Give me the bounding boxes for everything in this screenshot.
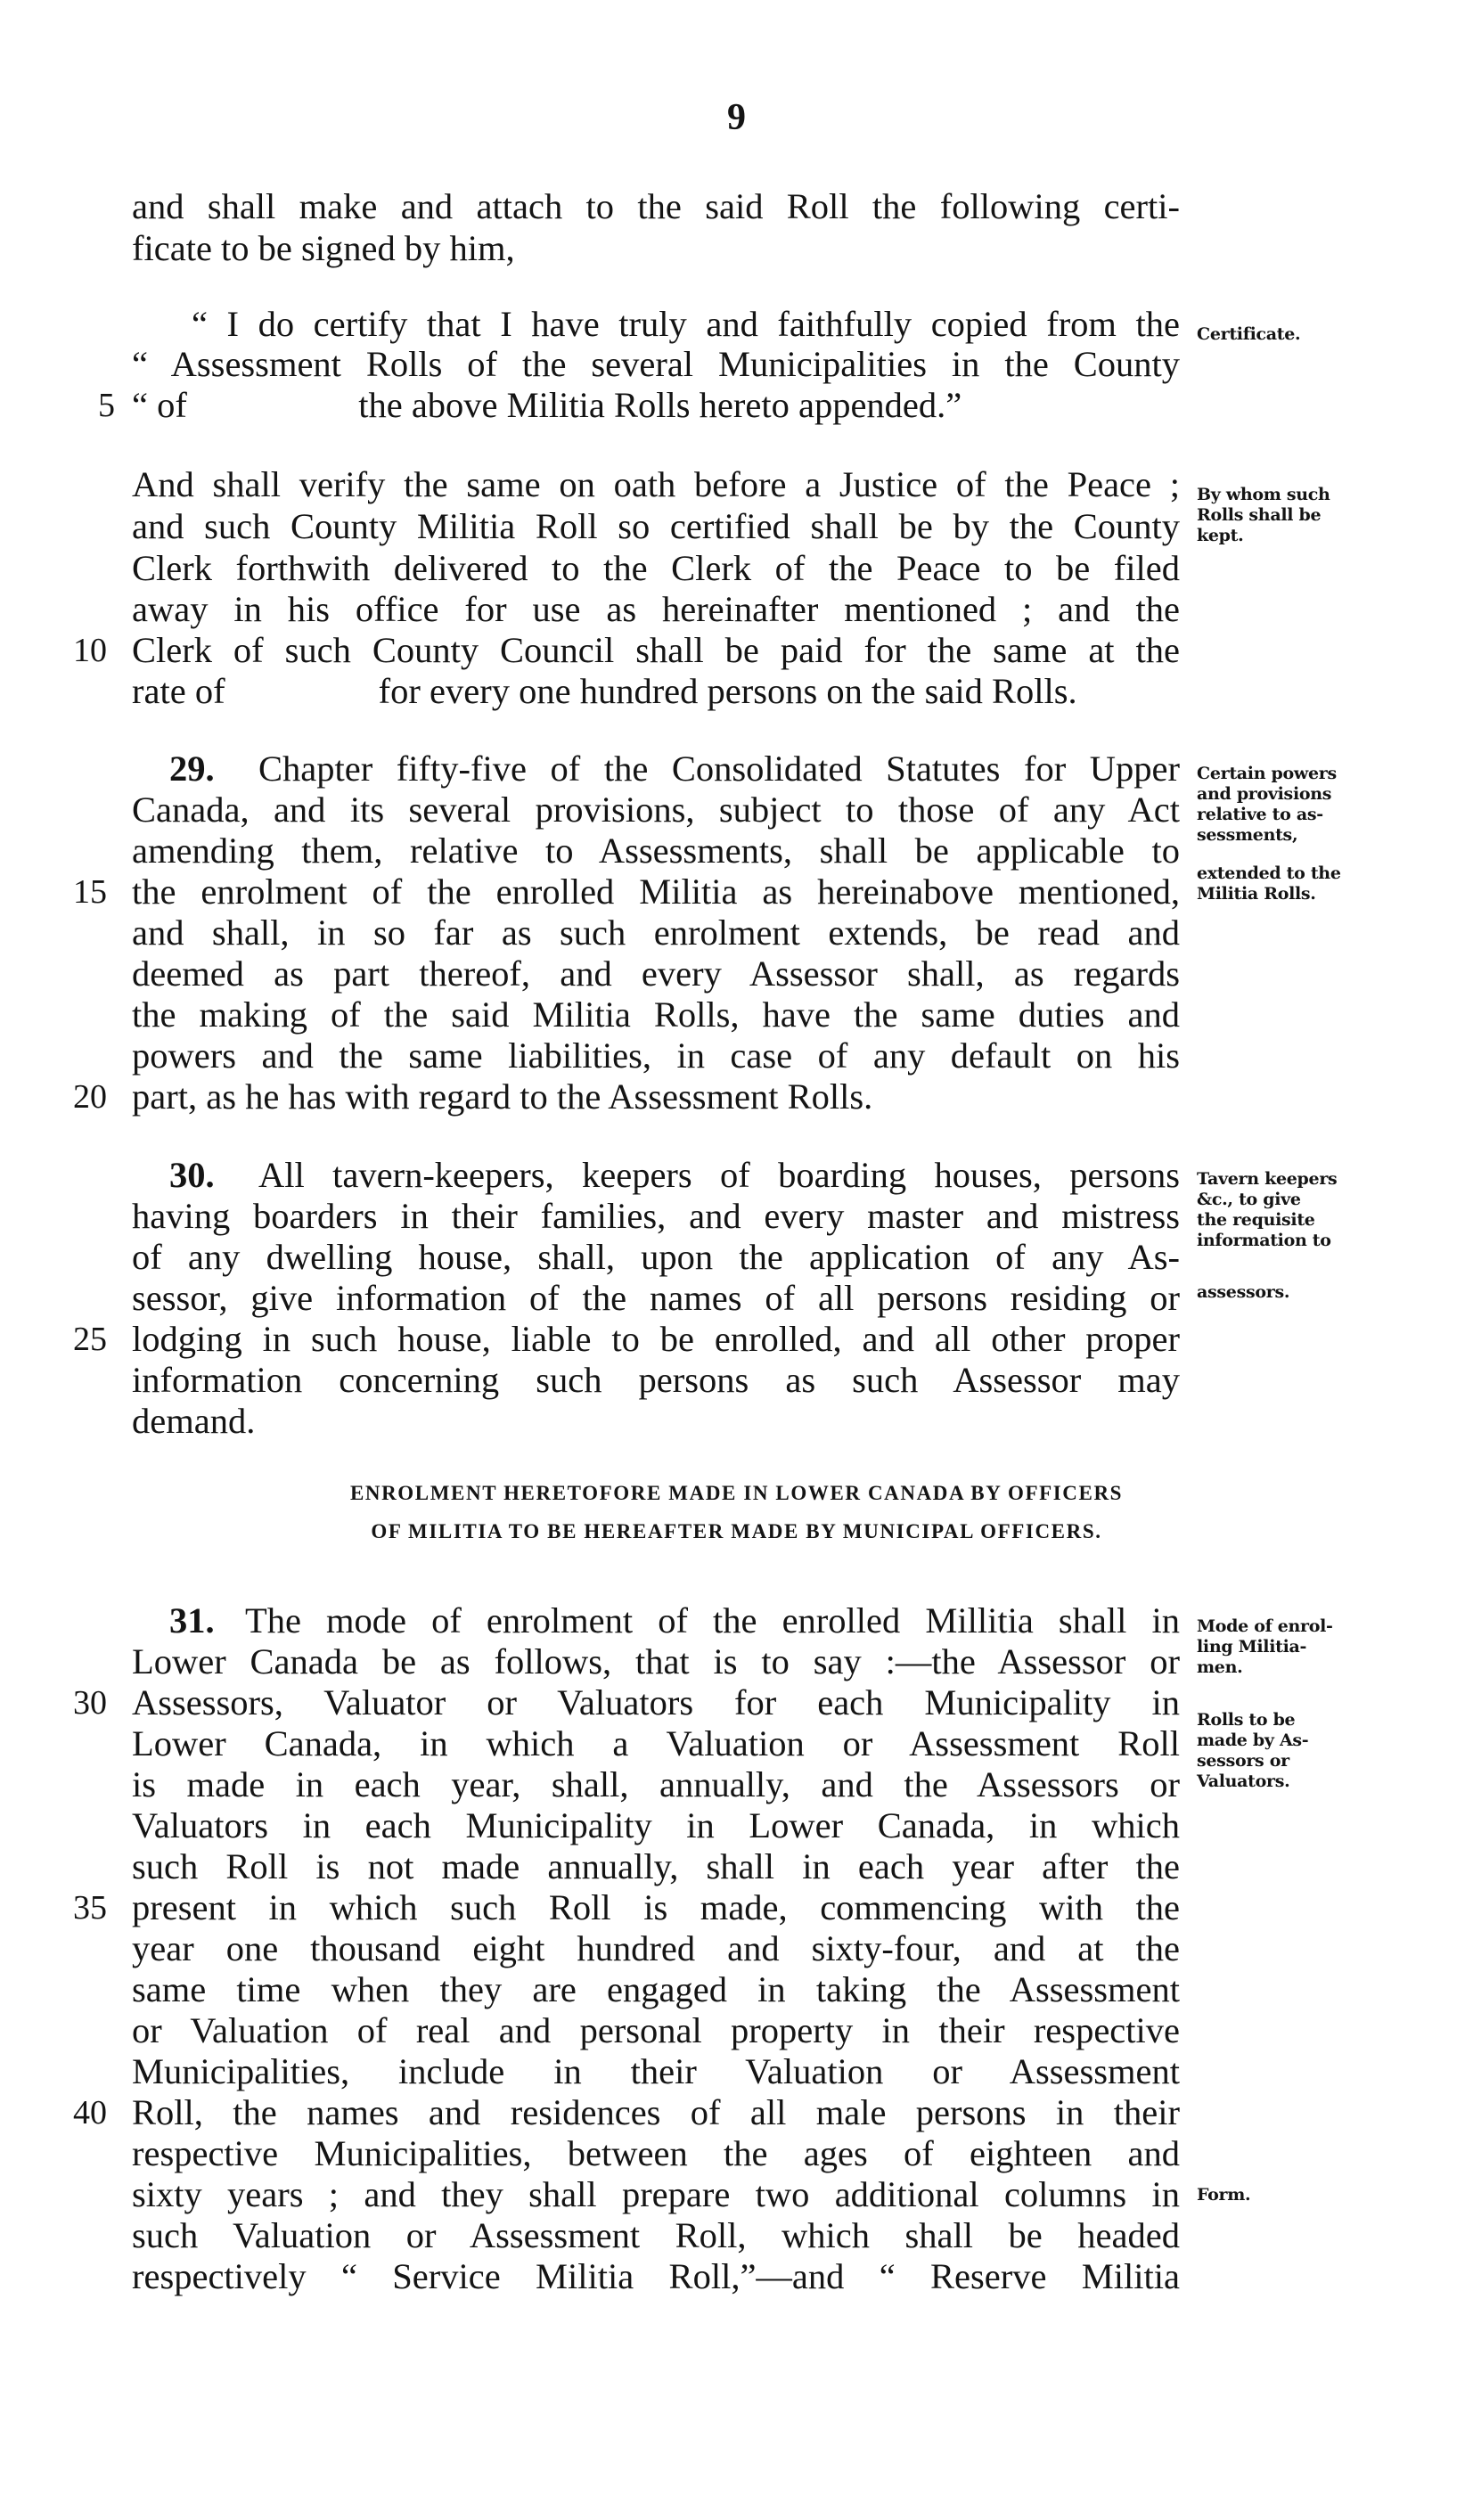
section-number-29: 29. xyxy=(169,749,215,789)
margin-note: extended to the xyxy=(1197,863,1341,883)
body-line: sixty years ; and they shall prepare two additional columns in xyxy=(132,2174,1180,2214)
margin-note: Militia Rolls. xyxy=(1197,884,1316,904)
body-line: Roll, the names and residences of all male persons in their xyxy=(132,2092,1180,2132)
margin-note: the requisite xyxy=(1197,1210,1315,1230)
body-line: away in his office for use as hereinafter mentioned ; and the xyxy=(132,589,1180,629)
section-number-30: 30. xyxy=(169,1155,215,1195)
body-line: rate of for every one hundred persons on the said Rolls. xyxy=(132,671,1077,711)
body-line: part, as he has with regard to the Assessment Rolls. xyxy=(132,1076,873,1117)
margin-note: &c., to give xyxy=(1197,1190,1301,1209)
body-line: deemed as part thereof, and every Assessor shall, as regards xyxy=(132,953,1180,994)
margin-note: Form. xyxy=(1197,2185,1251,2205)
margin-note: sessments, xyxy=(1197,825,1298,845)
section-heading: OF MILITIA TO BE HEREAFTER MADE BY MUNICIPAL OFFICERS. xyxy=(371,1520,1102,1542)
body-line: “ of the above Militia Rolls hereto appended.” xyxy=(132,385,962,425)
body-line: powers and the same liabilities, in case of any default on his xyxy=(132,1035,1180,1076)
margin-note: Certain powers xyxy=(1197,764,1337,783)
margin-note: Certificate. xyxy=(1197,324,1301,344)
body-line: and shall, in so far as such enrolment extends, be read and xyxy=(132,912,1180,953)
body-line: and shall make and attach to the said Roll the following certi- xyxy=(132,186,1180,226)
page-number: 9 xyxy=(727,97,746,138)
body-line: The mode of enrolment of the enrolled Millitia shall in xyxy=(245,1600,1180,1640)
margin-note: kept. xyxy=(1197,526,1244,545)
line-number: 40 xyxy=(73,2094,107,2131)
margin-note: Tavern keepers xyxy=(1197,1169,1338,1189)
section-number-31: 31. xyxy=(169,1600,215,1640)
body-line: Chapter fifty-five of the Consolidated Statutes for Upper xyxy=(258,749,1180,789)
body-line: the enrolment of the enrolled Militia as hereinabove mentioned, xyxy=(132,871,1180,912)
body-line: present in which such Roll is made, commencing with the xyxy=(132,1887,1180,1927)
body-line: year one thousand eight hundred and sixty-four, and at the xyxy=(132,1928,1180,1968)
line-number: 10 xyxy=(73,632,107,669)
line-number: 30 xyxy=(73,1684,107,1722)
margin-note: Mode of enrol- xyxy=(1197,1616,1333,1636)
margin-note: assessors. xyxy=(1197,1282,1290,1302)
body-line: Clerk forthwith delivered to the Clerk of the Peace to be filed xyxy=(132,548,1180,588)
line-number: 15 xyxy=(73,873,107,911)
section-heading: ENROLMENT HERETOFORE MADE IN LOWER CANADA BY OFFICERS xyxy=(349,1482,1124,1504)
margin-note: By whom such xyxy=(1197,485,1330,504)
body-line: of any dwelling house, shall, upon the application of any As- xyxy=(132,1237,1180,1277)
body-line: respectively “ Service Militia Roll,”—and “ Reserve Militia xyxy=(132,2256,1180,2296)
body-line: Valuators in each Municipality in Lower Canada, in which xyxy=(132,1805,1180,1845)
body-line: amending them, relative to Assessments, shall be applicable to xyxy=(132,830,1180,871)
body-line: “ Assessment Rolls of the several Municipalities in the County xyxy=(132,344,1180,384)
body-line: lodging in such house, liable to be enrolled, and all other proper xyxy=(132,1319,1180,1359)
body-line: Canada, and its several provisions, subject to those of any Act xyxy=(132,790,1180,830)
margin-note: and provisions xyxy=(1197,784,1332,804)
body-line: sessor, give information of the names of all persons residing or xyxy=(132,1278,1180,1318)
body-line: the making of the said Militia Rolls, have the same duties and xyxy=(132,994,1180,1035)
body-line: Lower Canada be as follows, that is to say :—the Assessor or xyxy=(132,1641,1180,1681)
margin-note: ling Militia- xyxy=(1197,1637,1307,1657)
margin-note: Valuators. xyxy=(1197,1771,1290,1791)
margin-note: information to xyxy=(1197,1231,1331,1250)
body-line: Clerk of such County Council shall be paid for the same at the xyxy=(132,630,1180,670)
body-line: Assessors, Valuator or Valuators for each Municipality in xyxy=(132,1682,1180,1722)
body-line: is made in each year, shall, annually, and the Assessors or xyxy=(132,1764,1180,1804)
margin-note: relative to as- xyxy=(1197,805,1323,824)
body-line: same time when they are engaged in taking the Assessment xyxy=(132,1969,1180,2009)
margin-note: Rolls shall be xyxy=(1197,505,1322,525)
body-line: and such County Militia Roll so certified shall be by the County xyxy=(132,506,1180,546)
line-number: 20 xyxy=(73,1078,107,1116)
body-line: such Valuation or Assessment Roll, which shall be headed xyxy=(132,2215,1180,2255)
body-line: respective Municipalities, between the ages of eighteen and xyxy=(132,2133,1180,2173)
body-line: “ I do certify that I have truly and faithfully copied from the xyxy=(192,304,1180,344)
body-line: Municipalities, include in their Valuation or Assessment xyxy=(132,2051,1180,2091)
margin-note: sessors or xyxy=(1197,1751,1289,1771)
line-number: 5 xyxy=(98,387,115,424)
line-number: 35 xyxy=(73,1889,107,1927)
body-line: demand. xyxy=(132,1401,256,1441)
body-line: And shall verify the same on oath before a Justice of the Peace ; xyxy=(132,464,1180,504)
body-line: ficate to be signed by him, xyxy=(132,228,515,268)
body-line: information concerning such persons as such Assessor may xyxy=(132,1360,1180,1400)
body-line: or Valuation of real and personal property in their respective xyxy=(132,2010,1180,2050)
margin-note: made by As- xyxy=(1197,1730,1309,1750)
line-number: 25 xyxy=(73,1321,107,1358)
body-line: All tavern-keepers, keepers of boarding houses, persons xyxy=(258,1155,1180,1195)
body-line: having boarders in their families, and every master and mistress xyxy=(132,1196,1180,1236)
margin-note: Rolls to be xyxy=(1197,1710,1296,1730)
margin-note: men. xyxy=(1197,1657,1243,1677)
body-line: Lower Canada, in which a Valuation or Assessment Roll xyxy=(132,1723,1180,1763)
body-line: such Roll is not made annually, shall in each year after the xyxy=(132,1846,1180,1886)
